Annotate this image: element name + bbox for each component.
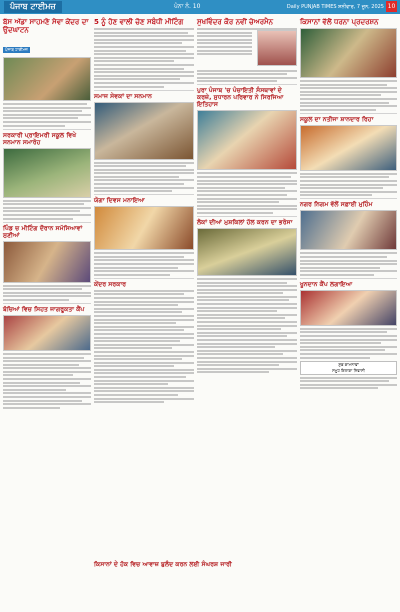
portrait-photo	[257, 30, 297, 66]
headline: ਸਰਕਾਰੀ ਪ੍ਰਾਇਮਰੀ ਸਕੂਲ ਵਿਖੇ ਸਨਮਾਨ ਸਮਾਰੋਹ	[3, 131, 77, 146]
headline: ਯੋਗਾ ਦਿਵਸ ਮਨਾਇਆ	[94, 197, 145, 205]
news-photo	[300, 125, 397, 171]
news-photo	[94, 102, 194, 160]
news-photo	[197, 110, 297, 170]
headline: ਕਿਸਾਨਾਂ ਵੱਲੋਂ ਧਰਨਾ ਪ੍ਰਦਰਸ਼ਨ	[300, 18, 379, 26]
headline: ਲੋਕਾਂ ਦੀਆਂ ਮੁਸ਼ਕਿਲਾਂ ਹੱਲ ਕਰਨ ਦਾ ਭਰੋਸਾ	[197, 218, 293, 226]
bottom-headline: ਕਿਸਾਨਾਂ ਦੇ ਹੱਕ ਵਿਚ ਆਵਾਜ਼ ਬੁਲੰਦ ਕਰਨ ਲਈ ਸੰਘਰਸ਼ ਜਾਰੀ	[94, 560, 397, 569]
section-title: ਪੰਜਾਬ ਟਾਈਮਜ਼	[4, 1, 62, 13]
masthead-date: Daily PUNJAB TIMES ਸ਼ਨੀਵਾਰ, 7 ਜੂਨ, 2025	[286, 4, 384, 10]
headline: ਸਕੂਲ ਦਾ ਨਤੀਜਾ ਸ਼ਾਨਦਾਰ ਰਿਹਾ	[300, 115, 374, 123]
headline: ਖੂਨਦਾਨ ਕੈਂਪ ਲਗਾਇਆ	[300, 280, 353, 288]
news-photo	[197, 228, 297, 276]
news-photo	[300, 28, 397, 78]
column-1	[3, 16, 91, 608]
news-photo	[300, 290, 397, 326]
news-photo	[3, 315, 91, 351]
column-3	[197, 16, 297, 608]
byline-tag: ਪੰਜਾਬ ਟਾਈਮਜ਼	[5, 47, 28, 52]
page-number: 10	[387, 3, 396, 10]
news-photo	[94, 206, 194, 250]
headline: ਬੱਸ ਅੱਡਾ ਸਾਹਮਣੇ ਸੇਵਾ ਕੇਂਦਰ ਦਾ ਉਦਘਾਟਨ	[3, 18, 89, 34]
news-photo	[3, 241, 91, 283]
advertisement-box	[300, 361, 397, 375]
headline: ਪੁਰਾ ਪੰਜਾਬ 'ਚ ਪੰਚਾਇਤੀ ਸੰਸਥਾਵਾਂ ਦੇ ਕਰਜ਼ੇ, ਸੁਧਾਰਨ ਪਰਿਵਾਰ ਨੇ ਸਿਰਜਿਆ ਇਤਿਹਾਸ	[197, 87, 284, 109]
news-photo	[3, 57, 91, 101]
news-photo	[300, 210, 397, 250]
headline: ਸੁਖਵਿੰਦਰ ਕੌਰ ਨਵੀਂ ਚੇਅਰਮੈਨ	[197, 18, 274, 26]
column-4	[300, 16, 397, 608]
headline: ਪਿੰਡ ਚ ਮੀਟਿੰਗ ਦੌਰਾਨ ਸਮੱਸਿਆਵਾਂ ਸੁਣੀਆਂ	[3, 224, 83, 239]
masthead-center: ਪੰਨਾ ਨੰ. 10	[174, 3, 201, 10]
headline: ਕੇਂਦਰ ਸਰਕਾਰ	[94, 280, 127, 288]
news-photo	[3, 148, 91, 198]
page-header	[0, 0, 400, 14]
headline: ਨਗਰ ਨਿਗਮ ਵੱਲੋਂ ਸਫ਼ਾਈ ਮੁਹਿੰਮ	[300, 201, 373, 209]
headline: ਸਮਾਜ ਸੇਵਕਾਂ ਦਾ ਸਨਮਾਨ	[94, 92, 152, 100]
ad-line: ਸ਼ੁਭ ਕਾਮਨਾਵਾਂ	[338, 361, 359, 367]
headline: ਬੱਚਿਆਂ ਵਿਚ ਸਿਹਤ ਜਾਗਰੂਕਤਾ ਕੈਂਪ	[3, 305, 85, 313]
ad-line: ਸਮੂਹ ਇਲਾਕਾ ਨਿਵਾਸੀ	[332, 367, 365, 373]
headline: 5 ਨੂੰ ਹੋਣ ਵਾਲੀ ਚੋਣ ਸਬੰਧੀ ਮੀਟਿੰਗ	[94, 18, 184, 26]
column-2	[94, 16, 194, 608]
